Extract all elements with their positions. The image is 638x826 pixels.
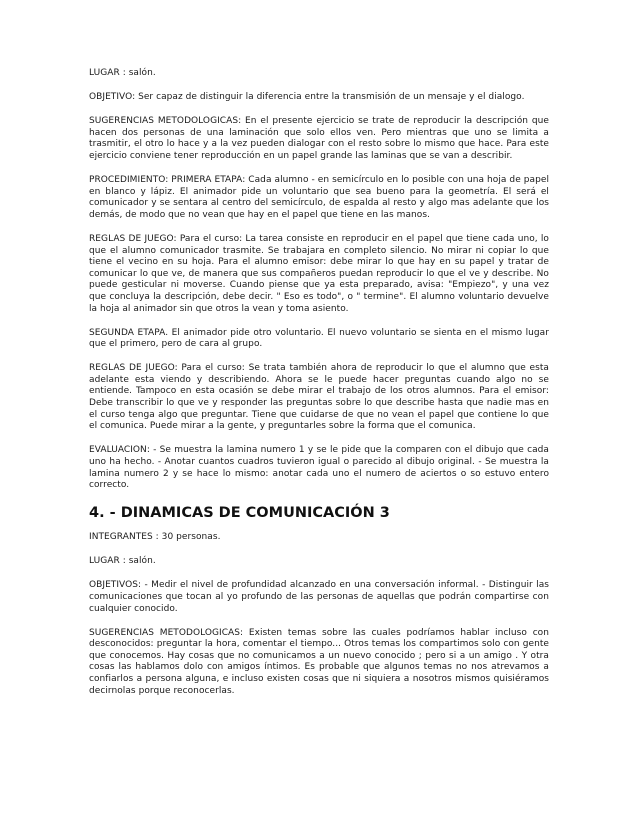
location-line: LUGAR : salón. bbox=[89, 68, 156, 78]
evaluation-paragraph: EVALUACION: - Se muestra la lamina numero 1 y se le pide que la comparen con el dibujo que cada uno ha hecho. - Anotar cuantos cuadros tuvieron igual o parecido al dibujo original. - Se muestra la lamina numero 2 y se hace lo mismo: anotar cada uno el numero de aciertos o so estuvo entero correcto. bbox=[89, 445, 549, 491]
document-page bbox=[89, 68, 549, 710]
location-line-2: LUGAR : salón. bbox=[89, 556, 156, 567]
procedure-paragraph: PROCEDIMIENTO: PRIMERA ETAPA: Cada alumno - en semicírculo en lo posible con una hoja de papel en blanco y lápiz. El animador pide un voluntario que sea bueno para la geometría. El será el comunicador y se sentara al centro del semicírculo, de espalda al resto y algo mas adelante que los demás, de modo que no vean que hay en el papel que tiene en las manos. bbox=[89, 175, 549, 220]
methodology-paragraph: SUGERENCIAS METODOLOGICAS: En el presente ejercicio se trate de reproducir la descripción que hacen dos personas de una laminación que solo ellos ven. Pero mientras que uno se limita a trasmitir, el otro lo hace y a la vez pueden dialogar con el resto sobre lo mismo que hace. Para este ejercicio conviene tener reproducción en un papel grande las laminas que se van a describir. bbox=[89, 116, 549, 161]
section-heading: 4. - DINAMICAS DE COMUNICACIÓN 3 bbox=[89, 505, 390, 522]
members-line: INTEGRANTES : 30 personas. bbox=[89, 532, 221, 543]
objective-paragraph: OBJETIVO: Ser capaz de distinguir la diferencia entre la transmisión de un mensaje y el dialogo. bbox=[89, 92, 525, 103]
game-rules-2-paragraph: REGLAS DE JUEGO: Para el curso: Se trata también ahora de reproducir lo que el alumno que esta adelante esta viendo y describiendo. Ahora se le puede hacer preguntas cuando algo no se entiende. Tampoco en esta ocasión se debe mirar el trabajo de los otros alumnos. Para el emisor: Debe transcribir lo que ve y responder las preguntas sobre lo que describe hasta que nadie mas en el curso tenga algo que preguntar. Tiene que cuidarse de que no vean el papel que contiene lo que el comunica. Puede mirar a la gente, y preguntarles sobre la forma que el comunica. bbox=[89, 363, 549, 432]
objectives-paragraph: OBJETIVOS: - Medir el nivel de profundidad alcanzado en una conversación informal. - Distinguir las comunicaciones que tocan al yo profundo de las personas de aquellas que podrán compartirse con cualquier conocido. bbox=[89, 580, 549, 614]
methodology-paragraph-2: SUGERENCIAS METODOLOGICAS: Existen temas sobre las cuales podríamos hablar incluso con desconocidos: preguntar la hora, comentar el tiempo... Otros temas los compartimos solo con gente que conocemos. Hay cosas que no comunicamos a un nuevo conocido ; pero si a un amigo . Y otra cosas las hablamos dolo con amigos íntimos. Es probable que algunos temas no nos atrevamos a confiarlos a persona alguna, e incluso existen cosas que ni siquiera a nosotros mismos quisiéramos decirnolas porque reconocerlas. bbox=[89, 627, 549, 696]
second-stage-paragraph: SEGUNDA ETAPA. El animador pide otro voluntario. El nuevo voluntario se sienta en el mismo lugar que el primero, pero de cara al grupo. bbox=[89, 327, 549, 350]
game-rules-paragraph: REGLAS DE JUEGO: Para el curso: La tarea consiste en reproducir en el papel que tiene cada uno, lo que el alumno comunicador trasmite. Se trabajara en completo silencio. No mirar ni copiar lo que tiene el vecino en su hoja. Para el alumno emisor: debe mirar lo que hay en su papel y tratar de comunicar lo que ve, de manera que sus compañeros puedan reproducir lo que el ve y describe. No puede gesticular ni moverse. Cuando piense que ya esta preparado, avisa: "Empiezo", y una vez que concluya la descripción, debe decir. " Eso es todo", o " termine". El alumno voluntario devuelve la hoja al animador sin que otros la vean y toma asiento. bbox=[89, 233, 549, 314]
